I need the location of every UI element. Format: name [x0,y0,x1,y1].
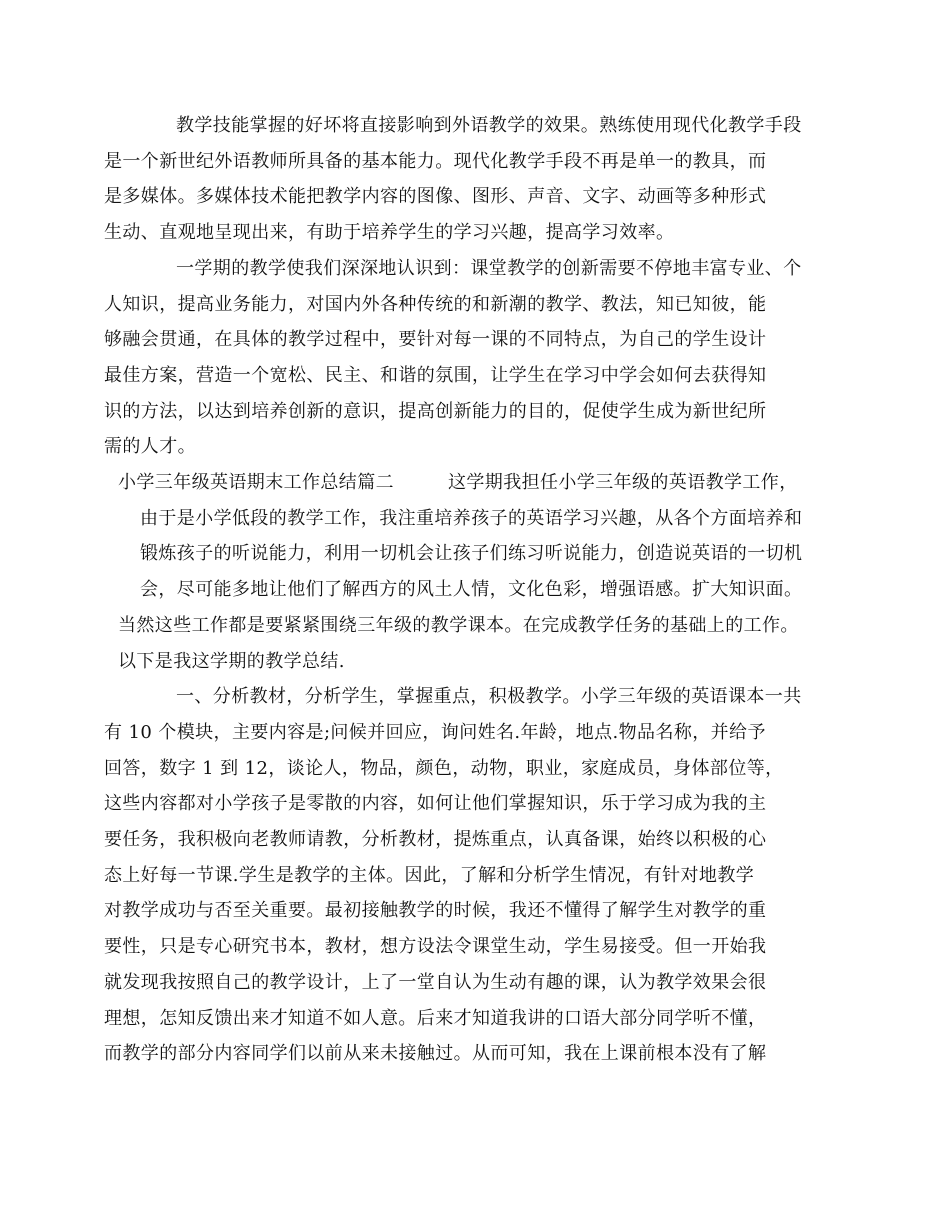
text-line: 这些内容都对小学孩子是零散的内容，如何让他们掌握知识，乐于学习成为我的主 [104,793,767,815]
text-line: 最佳方案，营造一个宽松、民主、和谐的氛围，让学生在学习中学会如何去获得知 [104,364,767,386]
text-line: 对教学成功与否至关重要。最初接触教学的时候，我还不懂得了解学生对教学的重 [104,900,767,922]
text-line: 够融会贯通，在具体的教学过程中，要针对每一课的不同特点，为自己的学生设计 [104,329,767,351]
text-line: 要任务，我积极向老教师请教，分析教材，提炼重点，认真备课，始终以积极的心 [104,829,767,851]
text-line: 以下是我这学期的教学总结. [118,650,345,672]
paragraph-1 [104,108,830,251]
document-body [104,108,830,1072]
text-line: 这学期我担任小学三年级的英语教学工作， [448,472,798,494]
text-line: 是一个新世纪外语教师所具备的基本能力。现代化教学手段不再是单一的教具，而 [104,150,767,172]
text-line: 有 10 个模块，主要内容是;问候并回应，询问姓名.年龄，地点.物品名称，并给予 [104,721,766,743]
text-line: 需的人才。 [104,436,196,458]
text-line: 要性，只是专心研究书本，教材，想方设法令课堂生动，学生易接受。但一开始我 [104,936,767,958]
text-line: 回答，数字 1 到 12，谈论人，物品，颜色，动物，职业，家庭成员，身体部位等， [104,757,784,779]
section-heading: 小学三年级英语期末工作总结篇二 [118,472,394,494]
paragraph-3 [118,465,830,679]
text-line: 锻炼孩子的听说能力，利用一切机会让孩子们练习听说能力，创造说英语的一切机 [140,543,803,565]
text-line: 一、分析教材，分析学生，掌握重点，积极教学。小学三年级的英语课本一共 [176,686,802,708]
text-line: 是多媒体。多媒体技术能把教学内容的图像、图形、声音、文字、动画等多种形式 [104,186,767,208]
text-line: 态上好每一节课.学生是教学的主体。因此，了解和分析学生情况，有针对地教学 [104,864,755,886]
paragraph-4 [104,679,830,1072]
text-line: 由于是小学低段的教学工作，我注重培养孩子的英语学习兴趣，从各个方面培养和 [140,507,803,529]
text-line: 就发现我按照自己的教学设计，上了一堂自认为生动有趣的课，认为教学效果会很 [104,971,767,993]
text-line: 生动、直观地呈现出来，有助于培养学生的学习兴趣，提高学习效率。 [104,222,675,244]
paragraph-2 [104,251,830,465]
text-line: 而教学的部分内容同学们以前从来未接触过。从而可知，我在上课前根本没有了解 [104,1043,767,1065]
text-line: 识的方法，以达到培养创新的意识，提高创新能力的目的，促使学生成为新世纪所 [104,400,767,422]
text-line: 教学技能掌握的好坏将直接影响到外语教学的效果。熟练使用现代化教学手段 [176,115,802,136]
text-line: 会，尽可能多地让他们了解西方的风土人情，文化色彩，增强语感。扩大知识面。 [140,579,803,601]
text-line: 一学期的教学使我们深深地认识到：课堂教学的创新需要不停地丰富专业、个 [176,257,802,279]
text-line: 当然这些工作都是要紧紧围绕三年级的教学课本。在完成教学任务的基础上的工作。 [118,614,799,636]
section-heading-line [118,465,830,501]
text-line: 理想，怎知反馈出来才知道不如人意。后来才知道我讲的口语大部分同学听不懂， [104,1007,767,1029]
text-line: 人知识，提高业务能力，对国内外各种传统的和新潮的教学、教法，知已知彼，能 [104,293,767,315]
